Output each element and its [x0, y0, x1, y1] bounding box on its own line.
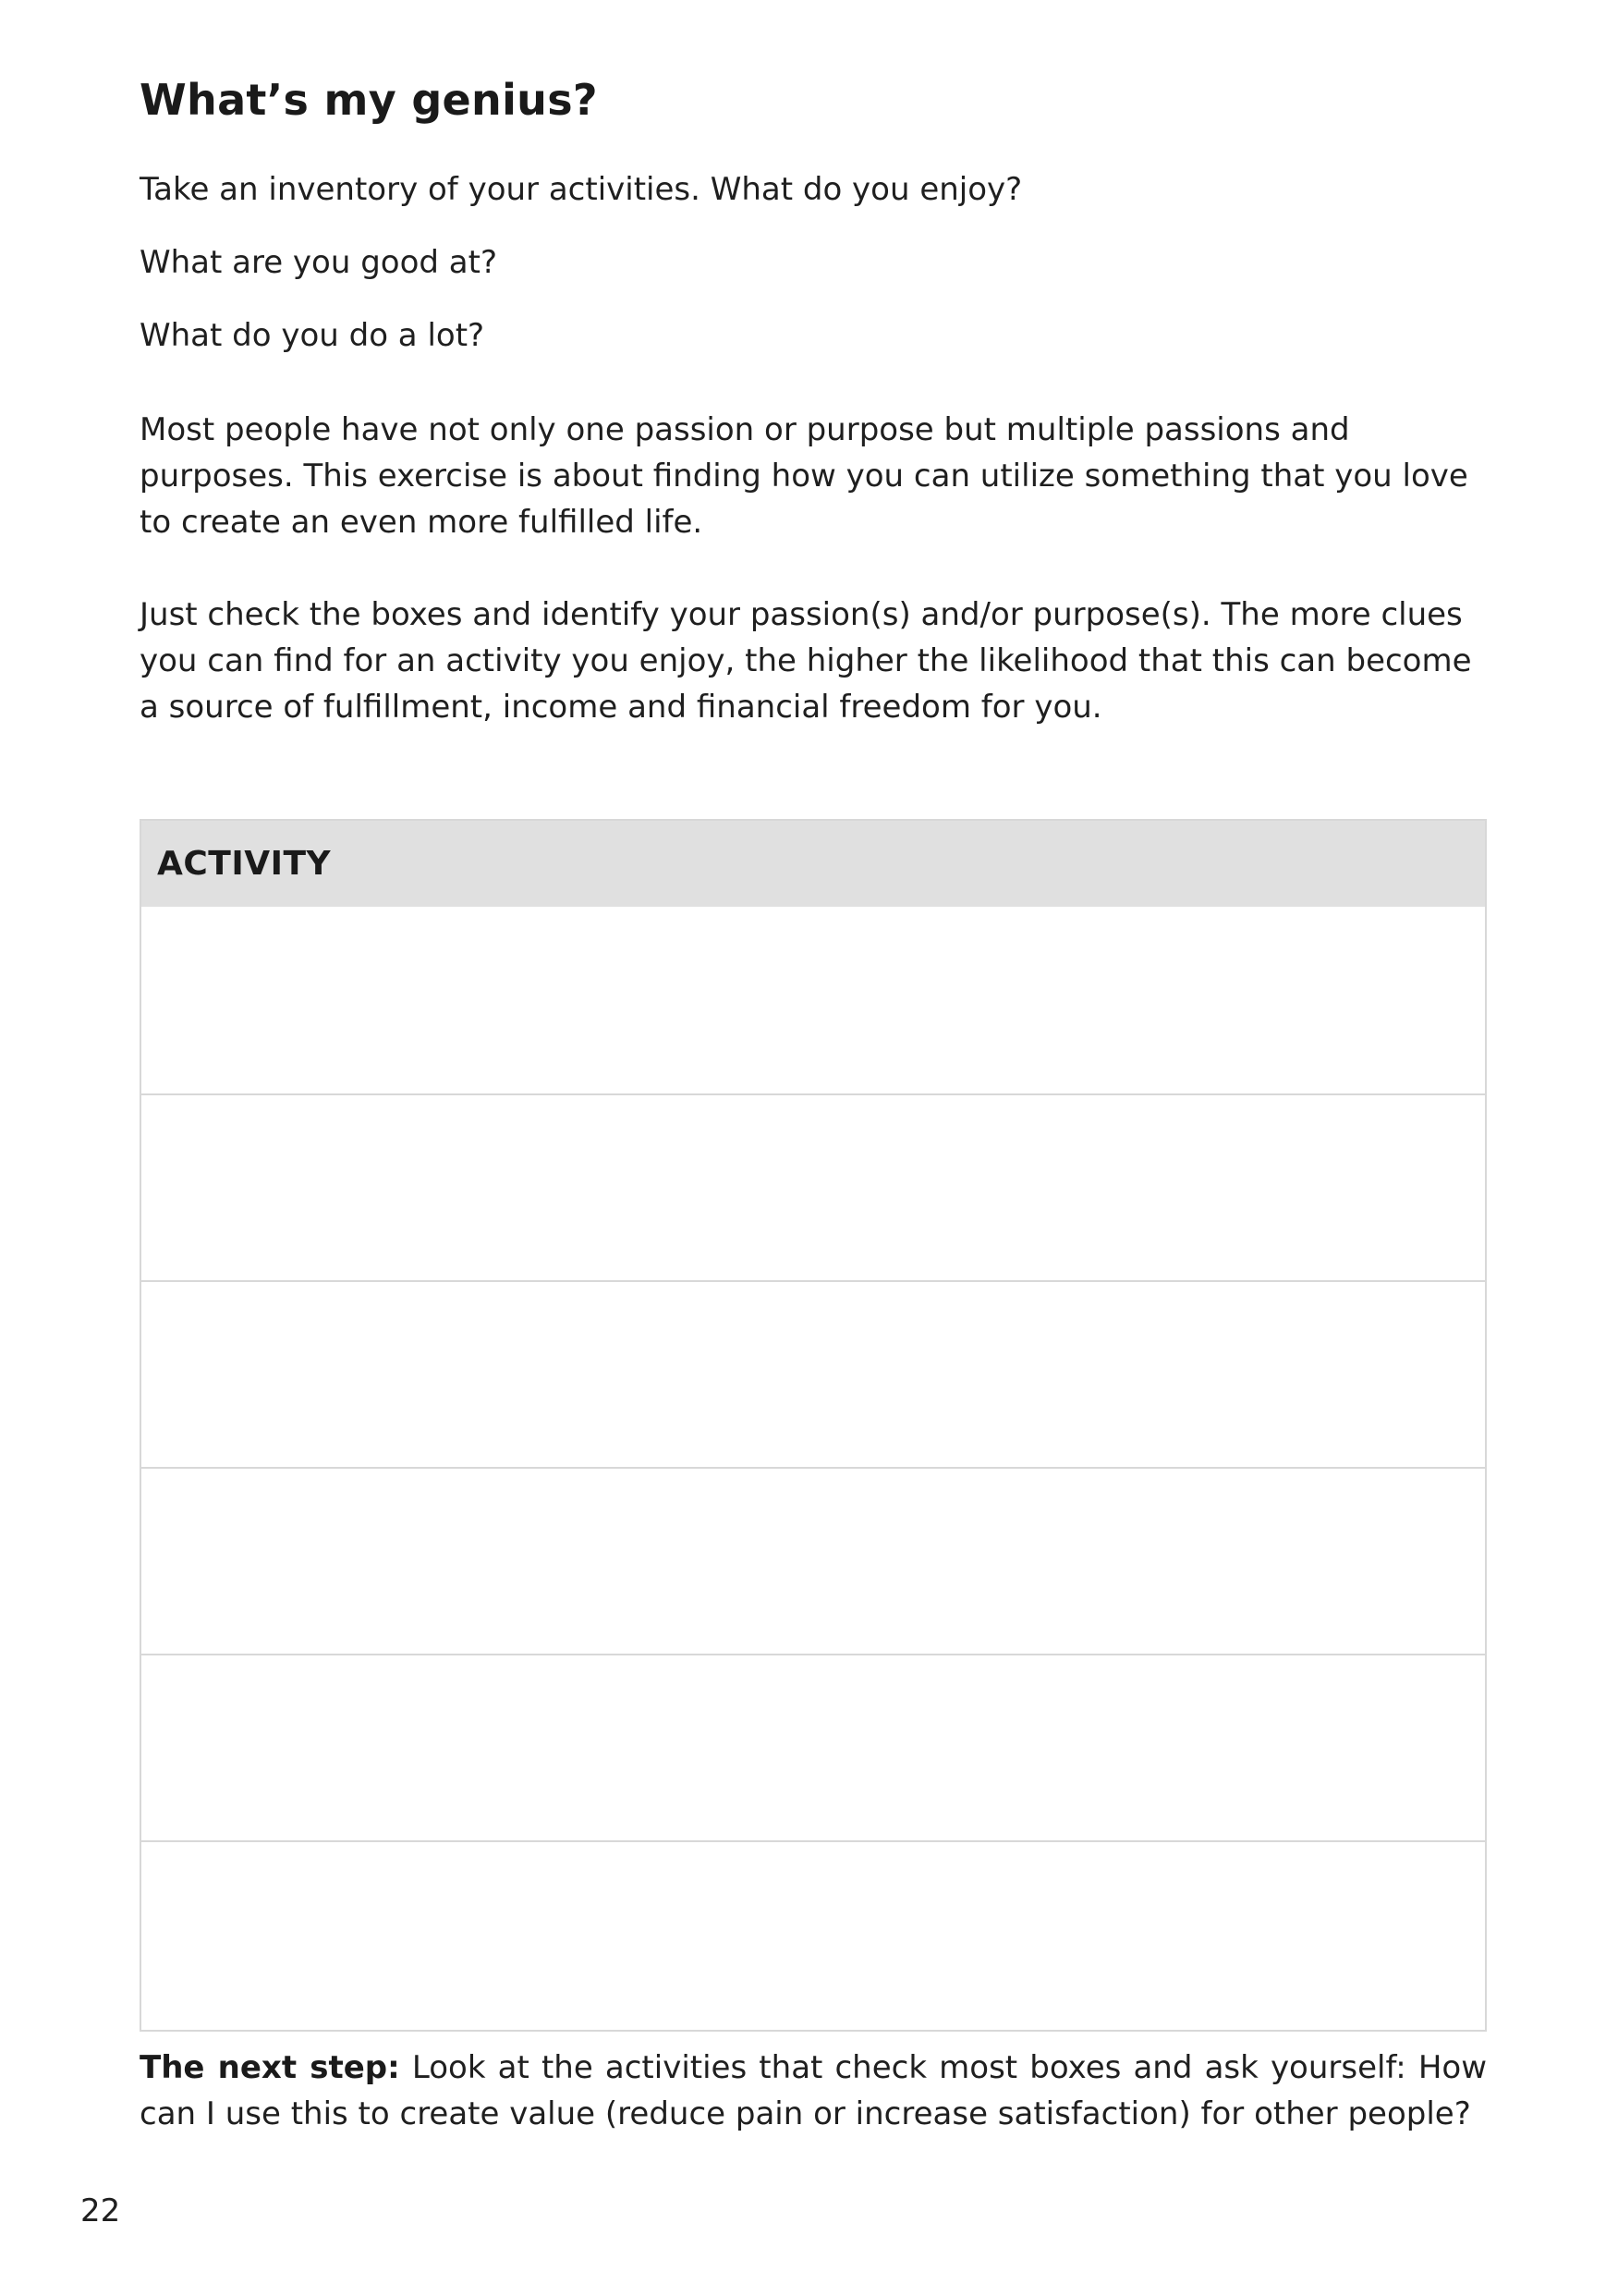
table-header-activity: ACTIVITY: [157, 845, 332, 883]
intro-paragraph: Most people have not only one passion or purpose but multiple passions and purposes. This exercise is about finding how you can utilize something that you love to create an even more fulfilled life.: [140, 411, 1468, 541]
question-good-at: What are you good at?: [140, 244, 497, 281]
next-step-paragraph: [140, 2045, 1487, 2137]
question-enjoy: Take an inventory of your activities. What do you enjoy?: [140, 171, 1023, 208]
table-header: [141, 821, 1485, 907]
activity-row-1[interactable]: [141, 907, 1485, 1093]
page-title: What’s my genius?: [140, 75, 598, 125]
activity-row-4[interactable]: [141, 1467, 1485, 1654]
activity-row-6[interactable]: [141, 1840, 1485, 2027]
activity-row-2[interactable]: [141, 1093, 1485, 1280]
instructions-paragraph: Just check the boxes and identify your passion(s) and/or purpose(s). The more clues you can find for an activity you enjoy, the higher the likelihood that this can become a source of fulfillment, income and financial freedom for you.: [140, 596, 1472, 726]
table-body: [141, 907, 1485, 2027]
next-step-label: The next step:: [140, 2049, 400, 2086]
page-number: 22: [80, 2192, 121, 2229]
activity-table: [140, 819, 1487, 2032]
next-step-text: Look at the activities that check most boxes and ask yourself: How can I use this to create value (reduce pain or increase satisfaction) for other people?: [140, 2049, 1487, 2132]
question-do-a-lot: What do you do a lot?: [140, 317, 485, 354]
activity-row-5[interactable]: [141, 1654, 1485, 1840]
activity-row-3[interactable]: [141, 1280, 1485, 1467]
